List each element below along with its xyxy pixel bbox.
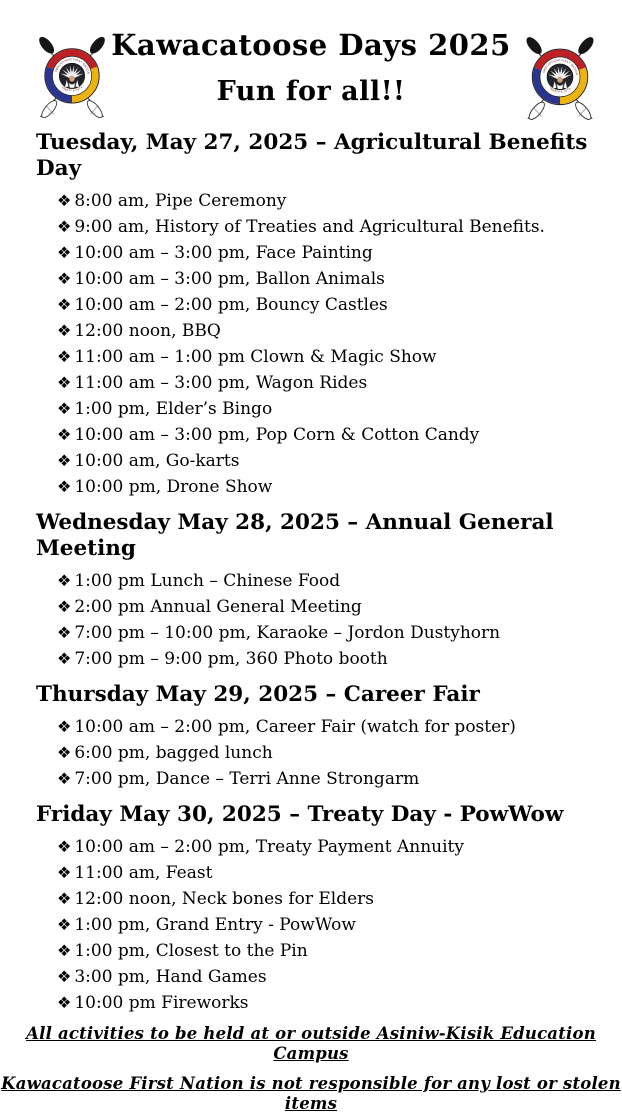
diamond-bullet-icon: ❖ [57, 597, 72, 616]
event-item [57, 766, 622, 792]
event-item [57, 912, 622, 938]
event-item [57, 292, 622, 318]
diamond-bullet-icon: ❖ [57, 191, 72, 210]
event-text: 8:00 am, Pipe Ceremony [74, 191, 287, 211]
event-text: 10:00 pm, Drone Show [74, 477, 273, 497]
event-text: 11:00 am – 3:00 pm, Wagon Rides [74, 373, 368, 393]
diamond-bullet-icon: ❖ [57, 743, 72, 762]
event-item [57, 886, 622, 912]
event-text: 7:00 pm, Dance – Terri Anne Strongarm [74, 769, 420, 789]
diamond-bullet-icon: ❖ [57, 451, 72, 470]
event-list [0, 714, 622, 792]
diamond-bullet-icon: ❖ [57, 769, 72, 788]
diamond-bullet-icon: ❖ [57, 295, 72, 314]
diamond-bullet-icon: ❖ [57, 941, 72, 960]
day-heading: Friday May 30, 2025 – Treaty Day - PowWow [36, 802, 564, 827]
diamond-bullet-icon: ❖ [57, 837, 72, 856]
diamond-bullet-icon: ❖ [57, 269, 72, 288]
event-text: 10:00 am – 3:00 pm, Ballon Animals [74, 269, 385, 289]
diamond-bullet-icon: ❖ [57, 425, 72, 444]
event-item [57, 448, 622, 474]
flyer-title: Kawacatoose Days 2025 [111, 28, 511, 62]
event-text: 7:00 pm – 10:00 pm, Karaoke – Jordon Dustyhorn [74, 623, 501, 643]
event-item [57, 474, 622, 500]
diamond-bullet-icon: ❖ [57, 571, 72, 590]
event-text: 10:00 am – 2:00 pm, Treaty Payment Annuity [74, 837, 464, 857]
event-item [57, 938, 622, 964]
diamond-bullet-icon: ❖ [57, 477, 72, 496]
event-text: 1:00 pm, Elder’s Bingo [74, 399, 273, 419]
event-item [57, 594, 622, 620]
event-text: 10:00 am – 3:00 pm, Face Painting [74, 243, 373, 263]
event-text: 10:00 am – 2:00 pm, Bouncy Castles [74, 295, 388, 315]
diamond-bullet-icon: ❖ [57, 217, 72, 236]
event-text: 3:00 pm, Hand Games [74, 967, 267, 987]
event-item [57, 370, 622, 396]
diamond-bullet-icon: ❖ [57, 373, 72, 392]
event-item [57, 214, 622, 240]
diamond-bullet-icon: ❖ [57, 915, 72, 934]
event-text: 1:00 pm, Grand Entry - PowWow [74, 915, 356, 935]
day-section [0, 510, 622, 672]
event-item [57, 240, 622, 266]
diamond-bullet-icon: ❖ [57, 863, 72, 882]
event-item [57, 714, 622, 740]
event-item [57, 740, 622, 766]
event-text: 12:00 noon, Neck bones for Elders [74, 889, 375, 909]
event-item [57, 344, 622, 370]
event-list [0, 188, 622, 500]
event-text: 7:00 pm – 9:00 pm, 360 Photo booth [74, 649, 388, 669]
event-text: 11:00 am, Feast [74, 863, 213, 883]
flyer-header [0, 24, 622, 120]
event-text: 10:00 am – 2:00 pm, Career Fair (watch for poster) [74, 717, 516, 737]
day-heading: Thursday May 29, 2025 – Career Fair [36, 682, 480, 707]
diamond-bullet-icon: ❖ [57, 399, 72, 418]
event-text: 6:00 pm, bagged lunch [74, 743, 273, 763]
day-section [0, 682, 622, 792]
event-text: 10:00 am – 3:00 pm, Pop Corn & Cotton Candy [74, 425, 480, 445]
diamond-bullet-icon: ❖ [57, 649, 72, 668]
diamond-bullet-icon: ❖ [57, 993, 72, 1012]
event-text: 1:00 pm Lunch – Chinese Food [74, 571, 341, 591]
event-item [57, 834, 622, 860]
day-section [0, 802, 622, 1016]
day-heading: Wednesday May 28, 2025 – Annual General Meeting [36, 510, 554, 561]
diamond-bullet-icon: ❖ [57, 717, 72, 736]
event-text: 9:00 am, History of Treaties and Agricultural Benefits. [74, 217, 545, 237]
event-item [57, 620, 622, 646]
day-heading: Tuesday, May 27, 2025 – Agricultural Benefits Day [36, 130, 588, 181]
event-list [0, 568, 622, 672]
schedule [0, 130, 622, 1016]
flyer-footer [0, 1024, 622, 1114]
event-item [57, 318, 622, 344]
event-text: 2:00 pm Annual General Meeting [74, 597, 362, 617]
event-item [57, 188, 622, 214]
kawacatoose-logo-left [28, 26, 116, 124]
event-item [57, 860, 622, 886]
diamond-bullet-icon: ❖ [57, 967, 72, 986]
event-item [57, 422, 622, 448]
kawacatoose-logo-right [512, 26, 608, 126]
footer-note-location: All activities to be held at or outside Asiniw-Kisik Education Campus [26, 1024, 596, 1063]
event-text: 11:00 am – 1:00 pm Clown & Magic Show [74, 347, 437, 367]
diamond-bullet-icon: ❖ [57, 243, 72, 262]
event-item [57, 646, 622, 672]
event-item [57, 266, 622, 292]
event-item [57, 964, 622, 990]
diamond-bullet-icon: ❖ [57, 889, 72, 908]
event-item [57, 396, 622, 422]
day-section [0, 130, 622, 500]
diamond-bullet-icon: ❖ [57, 321, 72, 340]
diamond-bullet-icon: ❖ [57, 347, 72, 366]
event-item [57, 990, 622, 1016]
diamond-bullet-icon: ❖ [57, 623, 72, 642]
event-text: 12:00 noon, BBQ [74, 321, 221, 341]
event-text: 1:00 pm, Closest to the Pin [74, 941, 308, 961]
event-list [0, 834, 622, 1016]
footer-note-liability: Kawacatoose First Nation is not responsible for any lost or stolen items [1, 1074, 621, 1113]
event-text: 10:00 pm Fireworks [74, 993, 249, 1013]
event-text: 10:00 am, Go-karts [74, 451, 240, 471]
flyer-subtitle: Fun for all!! [216, 76, 406, 107]
event-item [57, 568, 622, 594]
